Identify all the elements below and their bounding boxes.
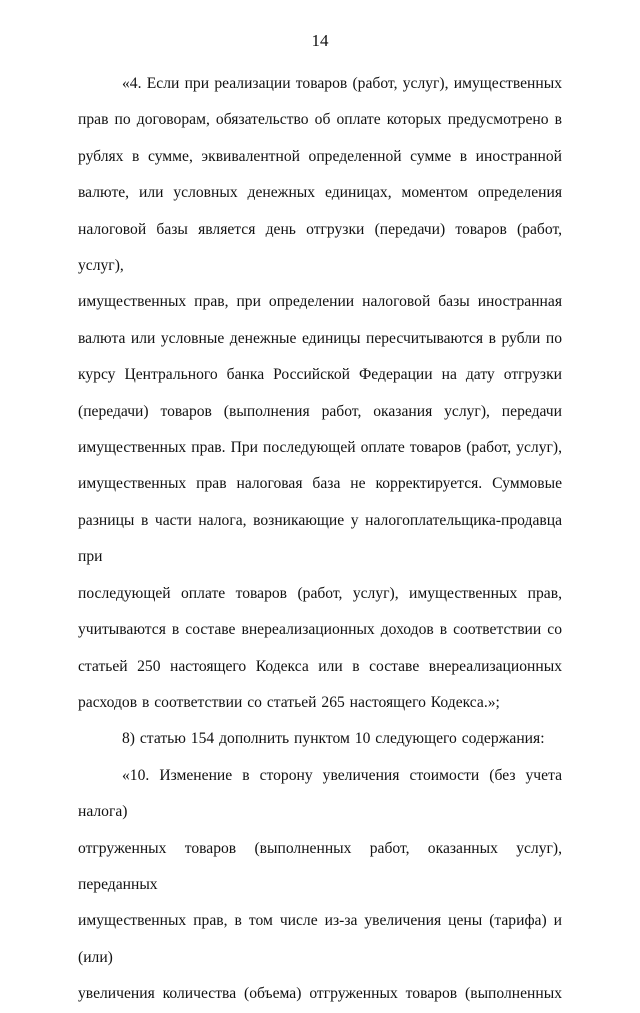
- paragraph: [78, 721, 562, 757]
- text-line: имущественных прав налоговая база не корректируется. Суммовые: [78, 475, 562, 493]
- text-line: 8) статью 154 дополнить пунктом 10 следующего содержания:: [122, 730, 545, 748]
- paragraph: [78, 758, 562, 1013]
- text-line: отгруженных товаров (выполненных работ, оказанных услуг), переданных: [78, 839, 562, 893]
- text-line: «10. Изменение в сторону увеличения стоимости (без учета налога): [78, 766, 562, 821]
- text-line: имущественных прав. При последующей оплате товаров (работ, услуг),: [78, 439, 562, 457]
- text-line: «4. Если при реализации товаров (работ, услуг), имущественных: [122, 75, 562, 92]
- text-line: рублях в сумме, эквивалентной определенной сумме в иностранной: [78, 147, 562, 165]
- text-line: имущественных прав, в том числе из-за увеличения цены (тарифа) и (или): [78, 912, 562, 966]
- text-line: учитываются в составе внереализационных доходов в соответствии со: [78, 621, 562, 639]
- text-line: налоговой базы является день отгрузки (передачи) товаров (работ, услуг),: [78, 220, 562, 275]
- text-line: увеличения количества (объема) отгруженных товаров (выполненных: [78, 985, 562, 1003]
- text-line: статьей 250 настоящего Кодекса или в составе внереализационных: [78, 657, 562, 675]
- text-line: (передачи) товаров (выполнения работ, оказания услуг), передачи: [78, 402, 562, 420]
- text-line: имущественных прав, при определении налоговой базы иностранная: [78, 293, 562, 311]
- paragraph: [78, 66, 562, 721]
- text-line: расходов в соответствии со статьей 265 настоящего Кодекса.»;: [78, 693, 500, 711]
- page-number: 14: [311, 31, 329, 50]
- text-line: валюта или условные денежные единицы пересчитываются в рубли по: [78, 329, 562, 347]
- text-line: прав по договорам, обязательство об оплате которых предусмотрено в: [78, 111, 562, 129]
- document-body: [78, 66, 562, 1013]
- text-line: разницы в части налога, возникающие у налогоплательщика-продавца при: [78, 511, 562, 566]
- text-line: валюте, или условных денежных единицах, моментом определения: [78, 184, 562, 202]
- text-line: курсу Центрального банка Российской Федерации на дату отгрузки: [78, 366, 562, 384]
- text-line: последующей оплате товаров (работ, услуг), имущественных прав,: [78, 584, 562, 602]
